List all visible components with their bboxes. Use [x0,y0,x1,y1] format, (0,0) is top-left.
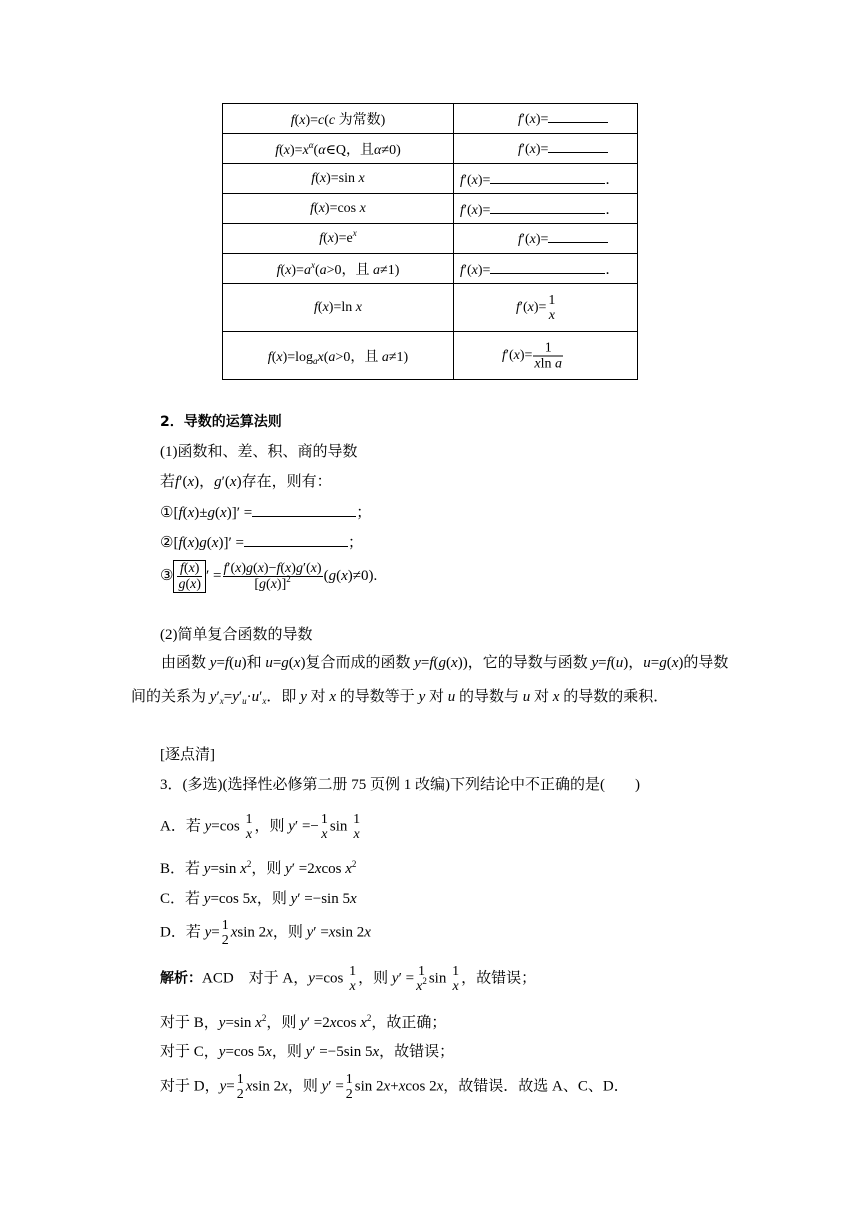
table-cell-function: f(x)=ln x [223,284,454,332]
subheading-composite: (2)简单复合函数的导数 [160,627,313,643]
table-cell-derivative: f′(x)= ． [454,164,638,194]
table-row [223,194,638,224]
table-cell-derivative: f′(x)= [454,224,638,254]
question-text: 3．(多选)(选择性必修第二册 75 页例 1 改编)下列结论中不正确的是( ) [160,777,640,793]
table-cell-derivative: f′(x)= [454,134,638,164]
table-row [223,284,638,332]
table-cell-derivative: f′(x)= $\frac{1}{\text{xln a}}$ [454,332,638,380]
table-cell-function: $f(x)=a^x(a>0$，且 a≠1) [223,254,454,284]
solution-line-c: 对于 C，y=cos 5x，则 y′ =−5sin 5x，故错误； [160,1044,455,1060]
table-row [223,104,638,134]
table-cell-function: f(x)=cos x [223,194,454,224]
solution-line-b: 对于 B，y=sin $x^2$，则 y′ =2xcos $x^2$，故正确； [160,1013,447,1031]
table-cell-derivative: f′(x)= [454,104,638,134]
answer-blank [252,504,356,517]
answer-text: ACD [202,970,234,987]
table-row [223,134,638,164]
table-cell-derivative: f′(x)= 1 x [454,284,638,332]
option-b: B．若 y=sin $x^2$，则 y′ =2xcos $x^2$ [160,859,357,877]
option-d: D．若 y= 1 2 xsin 2x，则 y′ =xsin 2x [160,918,371,948]
table-cell-function: $f(x)=e^x$ [223,224,454,254]
answer-blank [548,140,608,153]
solution-label: 解析： [160,970,202,987]
table-row [223,332,638,380]
section-heading: 2．导数的运算法则 [160,414,282,430]
table-cell-function: f(x)=sin x [223,164,454,194]
rule-product: ②[f(x)g(x)]′ = ； [160,535,363,551]
derivative-table [222,103,638,380]
table-row [223,254,638,284]
answer-blank [490,171,605,184]
condition-text: 若f′(x)，g′(x)存在，则有： [160,474,332,490]
answer-blank [548,230,608,243]
solution-line-d: 对于 D，y= 1 2 xsin 2x，则 y′ = 1 2 sin 2x+xcos 2x，故错误．故选 A、C、D． [160,1072,629,1102]
table-row [223,224,638,254]
answer-blank [244,534,348,547]
option-c: C．若 y=cos 5x，则 y′ =−sin 5x [160,891,357,907]
table-cell-derivative: f′(x)= ． [454,254,638,284]
table-cell-function: $f(x)=x^\alpha(\alpha\in Q$，且α≠0) [223,134,454,164]
composite-paragraph: 由函数 y=f(u)和 u=g(x)复合而成的函数 y=f(g(x))，它的导数与函数 y=f(u)，u=g(x)的导数间的关系为 $y'_x=y'_u\cdot u'_x$．即 y 对 x 的导数等于 y 对 u 的导数与 u 对 x 的导数的乘积． [131,655,729,706]
drill-tag: [逐点清] [160,747,215,763]
answer-blank [490,261,605,274]
table-cell-function: $f(x)=\log_ax(a>0$，且 a≠1) [223,332,454,380]
table-cell-derivative: f′(x)= ． [454,194,638,224]
answer-blank [490,201,605,214]
table-cell-function: f(x)=c(c 为常数) [223,104,454,134]
table-row [223,164,638,194]
solution-line-a: 解析：ACD 对于 A，y=cos 1 x ，则 y′ = 1 $x^2$ sin 1 x ，故错误； [160,964,537,994]
option-a: A．若 y=cos 1 x ，则 y′ =− 1 x sin 1 x [160,812,361,842]
answer-blank [548,110,608,123]
rule-sum: ①[f(x)±g(x)]′ = ； [160,505,372,521]
rule-quotient: ③ $\frac{f(x)}{g(x)}$ ′ = $\frac{f'(x)g(x)-f(x)g'(x)}{[g(x)]^2}$ (g(x)≠0). [160,561,378,592]
subheading-sum-rules: (1)函数和、差、积、商的导数 [160,444,358,460]
